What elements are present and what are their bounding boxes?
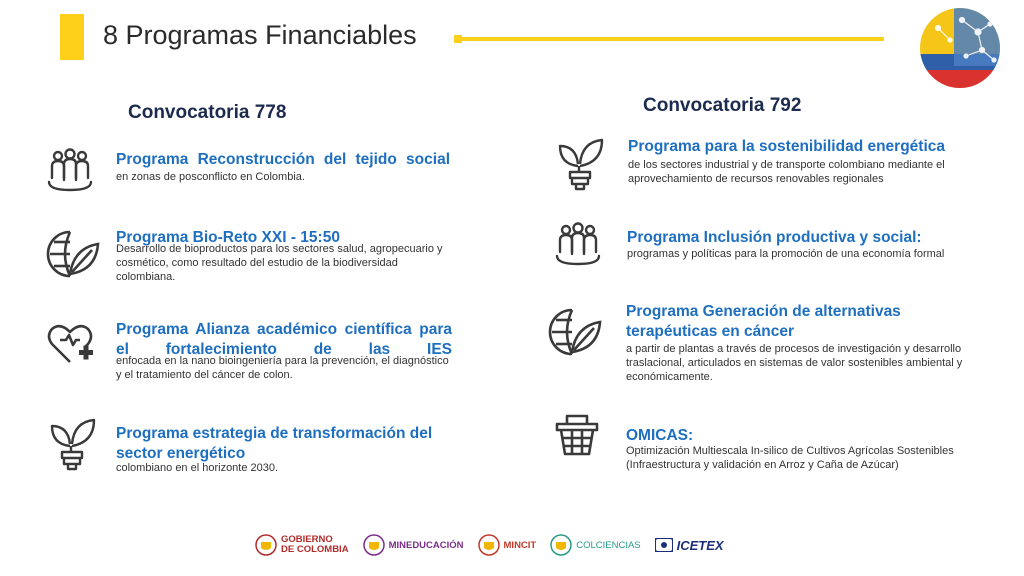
crest-icon: [478, 534, 500, 556]
mineducacion-logo: [363, 534, 464, 556]
list-item: [116, 150, 450, 184]
item-desc: colombiano en el horizonte 2030.: [116, 462, 279, 474]
brand-logo: [918, 6, 1002, 90]
left-heading: Convocatoria 778: [128, 102, 287, 123]
item-desc: Desarrollo de bioproductos para los sectores salud, agropecuario y cosmético, como resultado del estudio de la biodiversidad colombiana.: [116, 243, 443, 283]
item-desc: en zonas de posconflicto en Colombia.: [116, 171, 305, 183]
item-desc: programas y políticas para la promoción de una economía formal: [627, 248, 945, 260]
crest-icon: [550, 534, 572, 556]
colciencias-logo: [550, 534, 640, 556]
people-icon: [45, 148, 95, 196]
crest-icon: [255, 534, 277, 556]
gobierno-logo: [255, 534, 349, 556]
crest-icon: [363, 534, 385, 556]
logo-text: ICETEX: [676, 537, 724, 553]
item-title: Programa estrategia de transformación del sector energético: [116, 425, 433, 462]
logo-text: MINEDUCACIÓN: [388, 539, 464, 551]
globe-leaf-icon: [548, 306, 604, 358]
footer-logos: [255, 530, 724, 560]
logo-text: GOBIERNO: [281, 534, 333, 545]
heart-plus-icon: [46, 320, 98, 368]
item-title: Programa Bio-Reto XXI - 15:50: [116, 229, 340, 246]
item-title: Programa Generación de alternativas terapéuticas en cáncer: [626, 303, 901, 340]
icetex-mark-icon: [655, 538, 673, 552]
item-title: Programa Inclusión productiva y social:: [627, 229, 922, 246]
item-title: Programa para la sostenibilidad energética: [628, 138, 946, 155]
basket-icon: [553, 410, 601, 458]
title-underline: [460, 37, 884, 41]
people-icon: [553, 222, 603, 270]
item-desc: Optimización Multiescala In-silico de Cultivos Agrícolas Sostenibles (Infraestructura y validación en Arroz y Caña de Azúcar): [626, 445, 954, 471]
list-item: [116, 424, 452, 475]
mincit-logo: [478, 534, 537, 556]
item-desc: de los sectores industrial y de transporte colombiano mediante el aprovechamiento de recursos renovables regionales: [628, 159, 945, 185]
logo-text: COLCIENCIAS: [576, 539, 641, 551]
logo-text: MINCIT: [503, 539, 537, 551]
item-title: OMICAS:: [626, 427, 694, 444]
accent-bar: [60, 14, 84, 60]
item-title: Programa Alianza académico científica para el fortalecimiento de las IES: [116, 321, 452, 358]
list-item: [116, 228, 460, 284]
list-item: [626, 302, 966, 384]
list-item: [627, 228, 977, 261]
leaf-bulb-icon: [556, 136, 604, 194]
page-title: 8 Programas Financiables: [103, 20, 417, 50]
logo-text: DE COLOMBIA: [281, 544, 349, 555]
list-item: [626, 426, 976, 472]
list-item: [116, 320, 452, 382]
list-item: [628, 137, 1000, 186]
right-heading: Convocatoria 792: [643, 95, 802, 116]
leaf-bulb-icon: [48, 416, 96, 474]
item-desc: enfocada en la nano bioingeniería para la prevención, el diagnóstico y el tratamiento del cáncer de colon.: [116, 355, 449, 381]
item-desc: a partir de plantas a través de procesos de investigación y desarrollo traslacional, articulados en sistemas de valor sostenibles ambiental y económicamente.: [626, 343, 963, 383]
icetex-logo: [655, 538, 724, 553]
globe-leaf-icon: [46, 228, 102, 280]
item-title: Programa Reconstrucción del tejido social: [116, 151, 450, 168]
